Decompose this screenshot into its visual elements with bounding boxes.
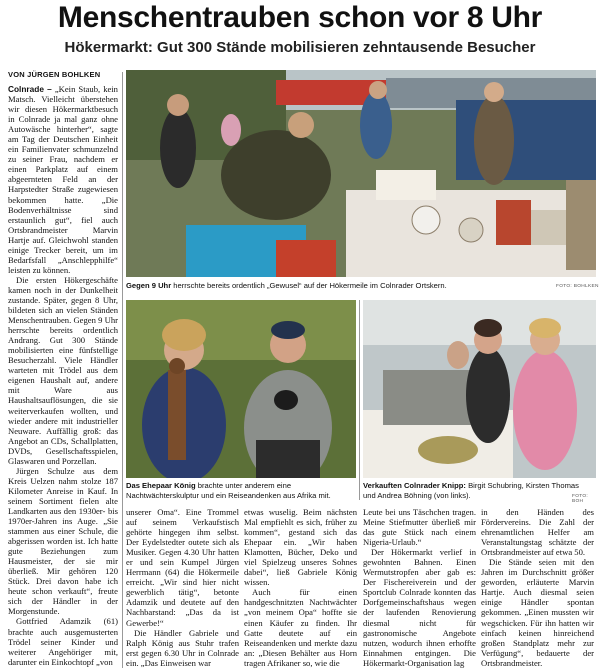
photo-credit: FOTO: BOHLKEN (556, 284, 599, 289)
paragraph: etwas wuselig. Beim nächsten Mal empfiehlt es sich, früher zu kommen“, gestand sich das Ehepaar ein. „Wir haben Klamotten, Bücher, Deko und viel Spielzeug unseres Sohnes dabei“, ließ Gabriele König wissen. (244, 507, 357, 588)
paragraph: in den Händen des Fördervereins. Die Zahl der ehrenamtlichen Helfer am Veranstaltungstag schätzte der Ortsbrandmeister auf etwa 50. (481, 507, 594, 558)
paragraph: Gottfried Adamzik (61) brachte auch ausgemusterten Trödel seiner Kinder und weiterer Angehöriger mit, darunter ein Einkochtopf „von (8, 616, 118, 667)
paragraph: Colnrade – „Kein Staub, kein Matsch. Vielleicht überstehen wir diesen Hökermarktbesuch in Colnrade ja mal ganz ohne Autowäsche hinterher“, sagte am Tag der Deutschen Einheit ein Familienvater schmunzelnd zu seiner Frau, nachdem er einen Parkplatz auf einem abgeernteten Feld an der Harpstedter Straße zugewiesen bekommen hatte. „Die Bodenverhältnisse sind erstaunlich gut“, fiel auch Ortsbrandmeister Marvin Hartje auf. Gleichwohl standen einige Trecker bereit, um im Bedarfsfall „Anschlepphilfe“ leisten zu können. (8, 84, 118, 275)
paragraph: Die ersten Hökergeschäfte kamen noch in der Dunkelheit zustande. Später, gegen 8 Uhr, bildeten sich an vielen Ständen Menschentrauben. Gegen 9 Uhr herrschte bereits ordentlich Andrang. Gut 300 Stände mobilisierten eine fünfstellige Besucherzahl. Viele Händler warteten mit Trödel aus dem eigenen Haushalt auf, andere mit Ware aus Haushaltsauflösungen, die sie weiterverkaufen wollten, und wieder andere mit industrieller Neuware. Auffällig groß: das Angebot an CDs, Schallplatten, DVDs, Gesellschaftsspielen, Glaswaren und Porzellan. (8, 274, 118, 466)
main-photo (126, 70, 596, 277)
photo-credit: FOTO: BOH (572, 494, 589, 504)
column-3 (244, 507, 357, 668)
column-4 (363, 507, 476, 668)
column-2 (126, 507, 239, 668)
sellers-photo (363, 300, 596, 478)
paragraph: Der Hökermarkt verlief in gewohnten Bahnen. Einen Wermutstropfen aber gab es: Der Fischereiverein und der Sportclub Colnrade konnten das Dorfgemeinschaftshaus wegen der laufenden Renovierung diesmal nicht für gastronomische Angebote nutzen, wodurch ihnen erhoffte Einnahmen entgingen. Die Hökermarkt-Organisation lag (363, 547, 476, 668)
column-rule (359, 300, 360, 500)
byline: VON JÜRGEN BOHLKEN (8, 70, 101, 79)
paragraph: Die Stände seien mit den Jahren im Durchschnitt größer geworden, erläuterte Marvin Hartje. Auch diesmal seien einige Händler spontan gekommen. „Einen mussten wir wegschicken. Für ihn hatten wir einfach keinen hinreichend großen Standplatz mehr zur Verfügung“, bedauerte der Ortsbrandmeister. (481, 557, 594, 668)
paragraph: Die Händler Gabriele und Ralph König aus Stuhr trafen erst gegen 6.30 Uhr in Colnrade ein. „Das Einweisen war (126, 627, 239, 668)
paragraph: Leute bei uns Täschchen tragen. Meine Stiefmutter überließ mir das gute Stück nach einem Nigeria-Urlaub.“ (363, 507, 476, 548)
dateline: Colnrade – (8, 84, 52, 94)
paragraph: unserer Oma“. Eine Trommel auf seinem Verkaufstisch gehörte hingegen ihm selbst. Der Eydelstedter outete sich als Musiker. Gegen 4.30 Uhr hatten er und sein Kumpel Jürgen Herrmann (64) die Hökermeile erreicht. „Wir sind hier nicht gewerblich tätig“, betonte Adamzik und deutete auf den Nachbarstand: „Das da ist Gewerbe!“ (126, 507, 239, 628)
knipp-sellers-photo (363, 300, 596, 478)
column-rule (122, 72, 123, 668)
sellers-photo-caption: Verkauften Colnrader Knipp: Birgit Schubring, Kirsten Thomas und Andrea Böhning (von links). (363, 481, 579, 500)
paragraph: Auch für einen handgeschnitzten Nachtwächter „von meinem Opa“ hoffte sie einen Käufer zu finden. Ihr Gatte deutete auf ein Reiseandenken und merkte dazu an: „Diesen Behälter aus Horn tragen Afrikaner so, wie die (244, 587, 357, 668)
koenig-couple-photo (126, 300, 356, 478)
column-left (8, 84, 118, 668)
couple-photo-caption: Das Ehepaar König brachte unter anderem eine Nachtwächterskulptur und ein Reiseandenken aus Afrika mit. (126, 481, 331, 500)
subheadline: Hökermarkt: Gut 300 Stände mobilisieren zehntausende Besucher (64, 39, 536, 56)
paragraph: Jürgen Schulze aus dem Kreis Uelzen nahm stolze 187 Kilometer Anreise in Kauf. In seinem Sortiment fielen alte Landkarten aus den 1930er- bis 1970er-Jahren ins Auge. „Sie stammen aus einer Schule, die abgerissen worden ist. Ich hatte gute Beziehungen zum Hausmeister, der sie mir überließ. Mir gehören 120 Stück. Drei davon habe ich heute schon verkauft“, freute sich der Händler in der Morgenstunde. (8, 465, 118, 617)
column-5 (481, 507, 594, 668)
main-photo-caption: Gegen 9 Uhr herrschte bereits ordentlich „Gewusel“ auf der Hökermeile im Colnrader Ortskern. (126, 281, 447, 290)
headline: Menschentrauben schon vor 8 Uhr (57, 1, 543, 34)
market-crowd-photo (126, 70, 596, 277)
couple-photo (126, 300, 356, 478)
